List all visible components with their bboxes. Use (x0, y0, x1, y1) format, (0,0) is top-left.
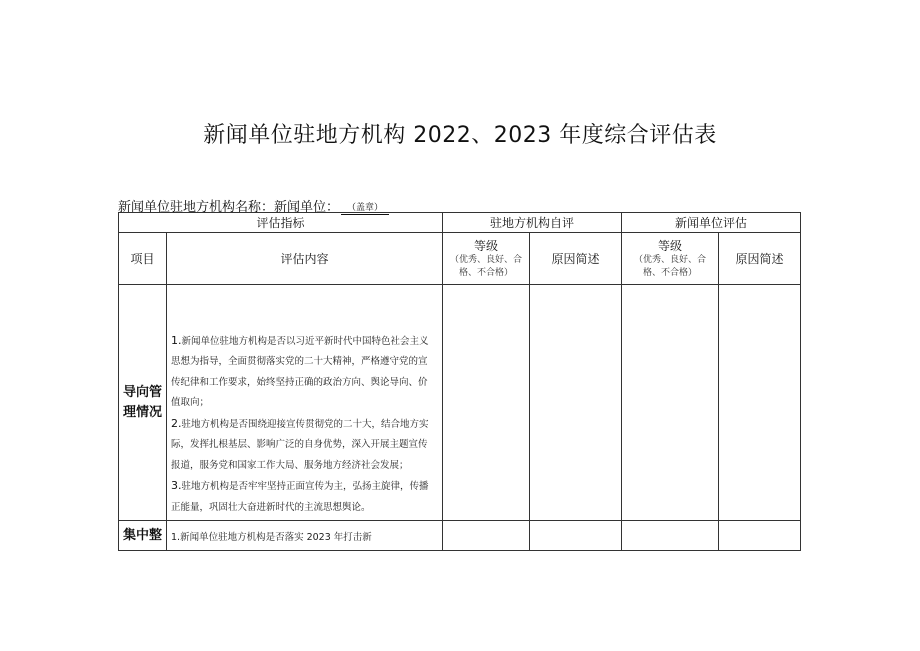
row-content-rectification: 1.新闻单位驻地方机构是否落实 2023 年打击新 (167, 521, 443, 551)
grade-options-2: 格、不合格） (642, 267, 697, 278)
col-unit-reason: 原因简述 (719, 233, 801, 285)
grade-label: 等级 (657, 238, 682, 253)
row-item-rectification: 集中整 (119, 521, 167, 551)
org-name-label: 新闻单位驻地方机构名称：新闻单位： (118, 200, 340, 215)
row-content-guidance: 1.新闻单位驻地方机构是否以习近平新时代中国特色社会主义思想为指导，全面贯彻落实党的二十大精神，严格遵守党的宣传纪律和工作要求，始终坚持正确的政治方向、舆论导向、价值取向； 2.驻地方机构是否围绕迎接宣传贯彻党的二十大，结合地方实际，发挥扎根基层、影响广泛的自身优势，深入开展主题宣传报道，服务党和国家工作大局、服务地方经济社会发展； 3.驻地方机构是否牢牢坚持正面宣传为主，弘扬主旋律，传播正能量，巩固壮大奋进新时代的主流思想舆论。 (167, 285, 443, 521)
unit-grade-cell[interactable] (622, 521, 719, 551)
grade-options-2: 格、不合格） (458, 267, 513, 278)
row-item-guidance: 导向管理情况 (119, 285, 167, 521)
unit-reason-cell[interactable] (719, 285, 801, 521)
stamp-field[interactable]: （盖章） (341, 200, 389, 215)
col-item: 项目 (119, 233, 167, 285)
self-reason-cell[interactable] (530, 521, 622, 551)
col-self-reason: 原因简述 (530, 233, 622, 285)
grade-options-1: （优秀、良好、合 (449, 254, 522, 265)
evaluation-table (118, 212, 801, 551)
header-self-eval: 驻地方机构自评 (443, 213, 622, 233)
grade-options-1: （优秀、良好、合 (633, 254, 706, 265)
col-content: 评估内容 (167, 233, 443, 285)
col-unit-grade (622, 233, 719, 285)
unit-reason-cell[interactable] (719, 521, 801, 551)
header-unit-eval: 新闻单位评估 (622, 213, 801, 233)
col-self-grade (443, 233, 530, 285)
grade-label: 等级 (473, 238, 498, 253)
header-indicator: 评估指标 (119, 213, 443, 233)
self-grade-cell[interactable] (443, 521, 530, 551)
page-title: 新闻单位驻地方机构 2022、2023 年度综合评估表 (203, 123, 717, 148)
self-grade-cell[interactable] (443, 285, 530, 521)
unit-grade-cell[interactable] (622, 285, 719, 521)
self-reason-cell[interactable] (530, 285, 622, 521)
